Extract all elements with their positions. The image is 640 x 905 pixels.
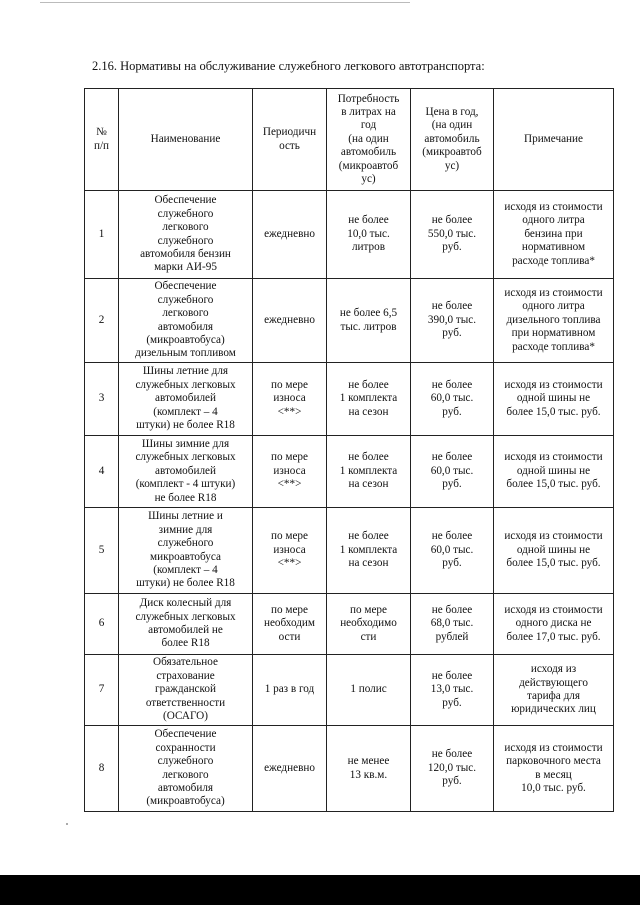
row-need: не более 1 комплекта на сезон [327,436,411,508]
header-name: Наименование [119,89,253,191]
table-row [85,726,614,812]
header-num: № п/п [85,89,119,191]
header-price: Цена в год, (на один автомобиль (микроавтоб ус) [411,89,494,191]
row-need: не более 1 комплекта на сезон [327,508,411,594]
row-num: 4 [85,436,119,508]
row-note: исходя из стоимости парковочного места в месяц 10,0 тыс. руб. [494,726,614,812]
table-row [85,508,614,594]
row-price: не более 390,0 тыс. руб. [411,279,494,363]
row-period: по мере износа <**> [253,508,327,594]
row-need: не менее 13 кв.м. [327,726,411,812]
header-period: Периодичн ость [253,89,327,191]
row-price: не более 60,0 тыс. руб. [411,363,494,436]
row-note: исходя из стоимости одного литра дизельного топлива при нормативном расходе топлива* [494,279,614,363]
row-period: по мере износа <**> [253,363,327,436]
row-price: не более 120,0 тыс. руб. [411,726,494,812]
row-note: исходя из стоимости одной шины не более 15,0 тыс. руб. [494,508,614,594]
header-need: Потребность в литрах на год (на один автомобиль (микроавтоб ус) [327,89,411,191]
row-num: 1 [85,191,119,279]
row-period: 1 раз в год [253,655,327,726]
row-note: исходя из стоимости одной шины не более 15,0 тыс. руб. [494,436,614,508]
row-price: не более 13,0 тыс. руб. [411,655,494,726]
row-name: Диск колесный для служебных легковых автомобилей не более R18 [119,594,253,655]
row-need: не более 1 комплекта на сезон [327,363,411,436]
row-name: Обязательное страхование гражданской ответственности (ОСАГО) [119,655,253,726]
row-name: Шины летние и зимние для служебного микроавтобуса (комплект – 4 штуки) не более R18 [119,508,253,594]
table-row [85,191,614,279]
row-price: не более 60,0 тыс. руб. [411,436,494,508]
norms-table [84,88,614,812]
row-num: 6 [85,594,119,655]
scan-speck [66,823,68,825]
row-need: по мере необходимо сти [327,594,411,655]
section-heading: 2.16. Нормативы на обслуживание служебного легкового автотранспорта: [92,59,485,73]
table-row [85,279,614,363]
row-note: исходя из стоимости одного литра бензина при нормативном расходе топлива* [494,191,614,279]
row-num: 7 [85,655,119,726]
row-period: по мере необходим ости [253,594,327,655]
row-name: Обеспечение служебного легкового автомобиля (микроавтобуса) дизельным топливом [119,279,253,363]
table-row [85,655,614,726]
row-name: Шины летние для служебных легковых автомобилей (комплект – 4 штуки) не более R18 [119,363,253,436]
row-price: не более 60,0 тыс. руб. [411,508,494,594]
row-num: 5 [85,508,119,594]
row-need: не более 10,0 тыс. литров [327,191,411,279]
row-name: Обеспечение сохранности служебного легкового автомобиля (микроавтобуса) [119,726,253,812]
row-need: не более 6,5 тыс. литров [327,279,411,363]
row-period: по мере износа <**> [253,436,327,508]
header-note: Примечание [494,89,614,191]
table-row [85,436,614,508]
row-note: исходя из стоимости одного диска не более 17,0 тыс. руб. [494,594,614,655]
row-period: ежедневно [253,279,327,363]
table-row [85,363,614,436]
row-note: исходя из стоимости одной шины не более 15,0 тыс. руб. [494,363,614,436]
table-row [85,594,614,655]
scan-top-edge-line [40,2,410,3]
row-name: Шины зимние для служебных легковых автомобилей (комплект - 4 штуки) не более R18 [119,436,253,508]
row-num: 2 [85,279,119,363]
row-price: не более 550,0 тыс. руб. [411,191,494,279]
row-num: 3 [85,363,119,436]
table-header-row [85,89,614,191]
row-need: 1 полис [327,655,411,726]
row-period: ежедневно [253,726,327,812]
row-period: ежедневно [253,191,327,279]
scan-bottom-border [0,875,640,905]
row-note: исходя из действующего тарифа для юридических лиц [494,655,614,726]
row-name: Обеспечение служебного легкового служебного автомобиля бензин марки АИ-95 [119,191,253,279]
row-num: 8 [85,726,119,812]
row-price: не более 68,0 тыс. рублей [411,594,494,655]
